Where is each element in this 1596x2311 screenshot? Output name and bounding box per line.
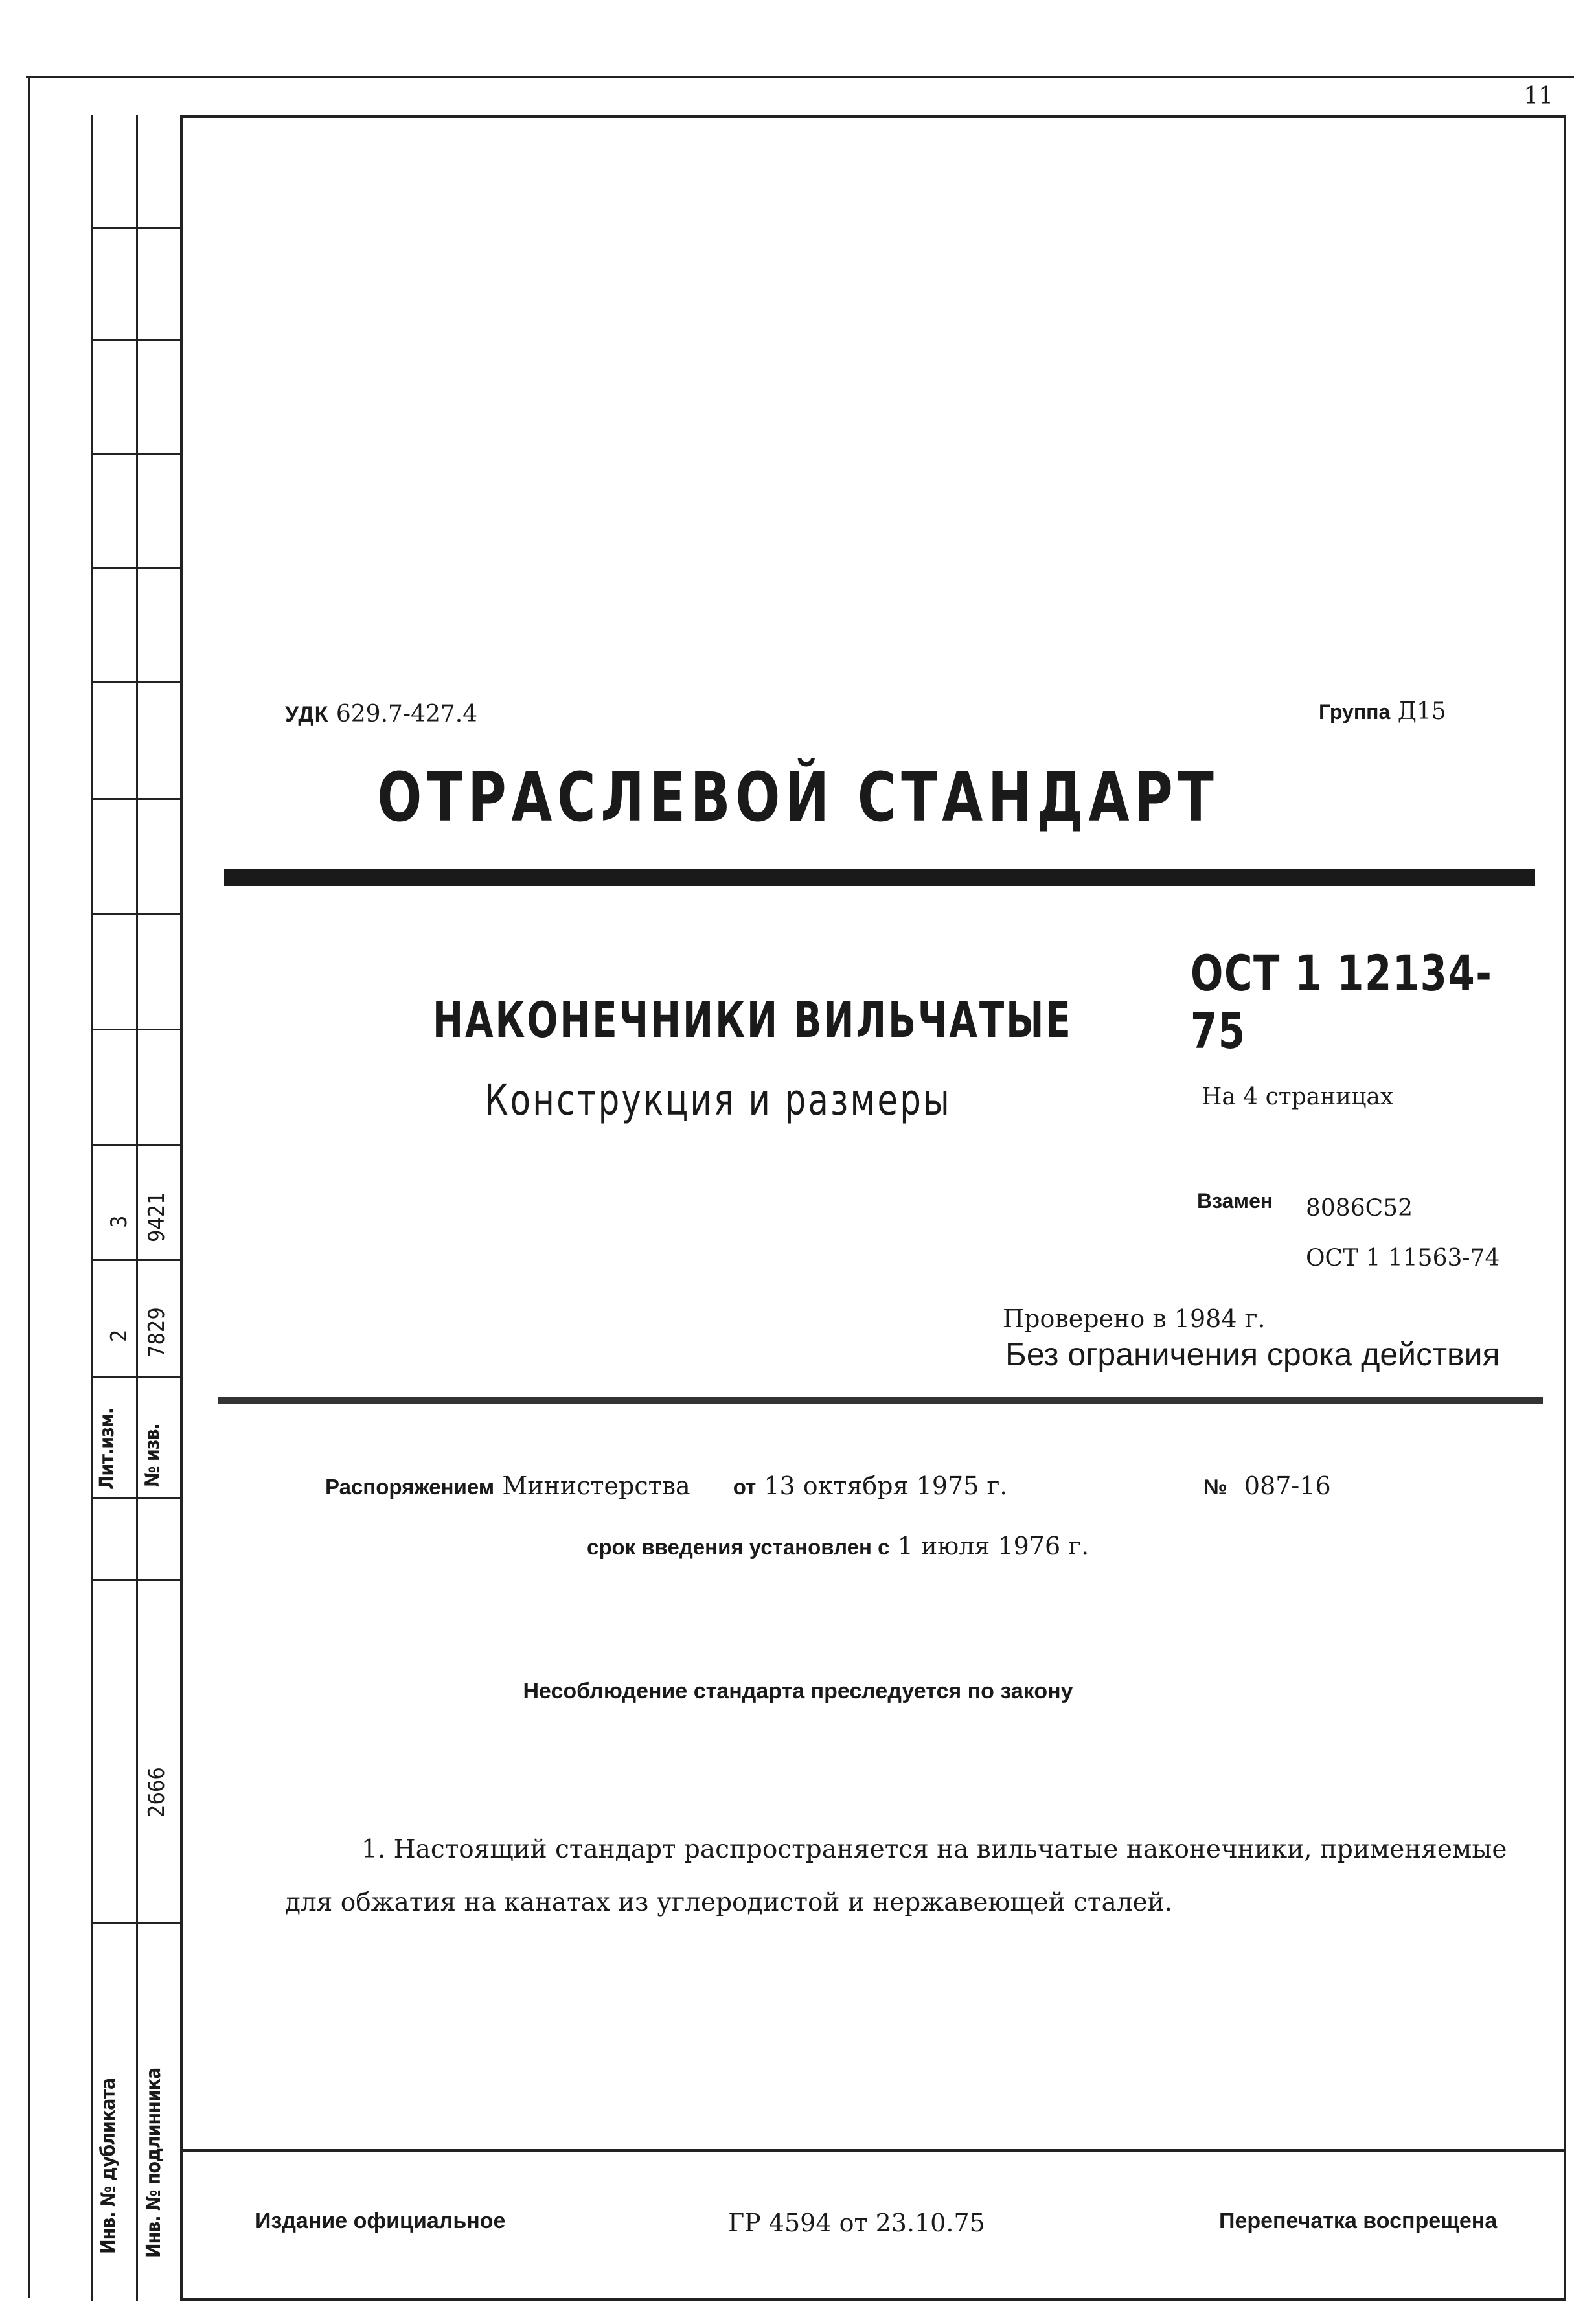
revision-number: 2 <box>106 1329 132 1342</box>
replaced-document: 8086С52 <box>1306 1195 1413 1222</box>
duplicate-inventory-label: Инв. № дубликата <box>97 2078 120 2254</box>
introduction-date: 1 июля 1976 г. <box>897 1532 1089 1560</box>
outer-frame-top <box>26 76 1574 78</box>
side-strip-line <box>91 1497 180 1499</box>
introduction-line <box>587 1532 1089 1560</box>
group-code <box>1319 698 1446 725</box>
group-value: Д15 <box>1397 698 1446 725</box>
side-strip-divider <box>136 115 138 2301</box>
side-strip-line <box>91 1259 180 1261</box>
document-heading: ОТРАСЛЕВОЙ СТАНДАРТ <box>377 758 1219 837</box>
heading-rule <box>224 869 1535 886</box>
validity-stamp: Без ограничения срока действия <box>1005 1336 1500 1372</box>
side-strip-line <box>91 1144 180 1146</box>
side-strip-line <box>91 453 180 455</box>
standard-number: ОСТ 1 12134-75 <box>1191 944 1493 1060</box>
section-rule <box>218 1397 1543 1404</box>
udk-label: УДК <box>285 702 329 727</box>
notice-number-label: № изв. <box>141 1424 164 1487</box>
order-number <box>1203 1472 1331 1500</box>
side-strip-line <box>91 1579 180 1581</box>
udk-code <box>285 701 477 727</box>
group-label: Группа <box>1319 700 1391 723</box>
notice-number: 7829 <box>144 1307 170 1358</box>
side-strip-line <box>91 567 180 569</box>
page-count: На 4 страницах <box>1202 1084 1394 1110</box>
footer-reprint-notice: Перепечатка воспрещена <box>1219 2209 1498 2233</box>
side-strip-line <box>91 339 180 341</box>
original-inventory-label: Инв. № подлинника <box>142 2067 165 2258</box>
number-value: 087-16 <box>1244 1472 1331 1500</box>
outer-frame-left <box>28 76 30 2298</box>
footer-rule <box>180 2149 1566 2152</box>
paragraph-1: 1. Настоящий стандарт распространяется на вильчатые наконечники, применяемые для обжатия на канатах из углеродистой и нержавеющей сталей. <box>285 1835 1507 1917</box>
order-label: Распоряжением <box>325 1475 495 1499</box>
order-date: 13 октября 1975 г. <box>764 1472 1008 1500</box>
ministry-text: Министерства <box>502 1472 690 1500</box>
revision-sheet-label: Лит.изм. <box>96 1407 119 1490</box>
from-label: от <box>733 1475 757 1499</box>
page-number: 11 <box>1523 83 1553 109</box>
original-inventory-number: 2666 <box>144 1767 170 1817</box>
replaces-label: Взамен <box>1197 1189 1273 1212</box>
notice-number: 9421 <box>144 1192 170 1242</box>
number-label: № <box>1203 1475 1227 1499</box>
side-strip-line <box>91 798 180 800</box>
udk-value: 629.7-427.4 <box>336 701 478 727</box>
introduction-label: срок введения установлен с <box>587 1535 890 1559</box>
footer-registration: ГР 4594 от 23.10.75 <box>728 2209 985 2237</box>
standard-subtitle: Конструкция и размеры <box>484 1075 952 1125</box>
side-strip-line <box>91 227 180 229</box>
legal-warning: Несоблюдение стандарта преследуется по закону <box>523 1679 1073 1703</box>
order-line <box>325 1472 1007 1500</box>
footer-official-edition: Издание официальное <box>255 2209 506 2233</box>
revision-number: 3 <box>106 1215 132 1228</box>
side-strip-line <box>91 681 180 683</box>
side-strip-line <box>91 1029 180 1030</box>
checked-stamp: Проверено в 1984 г. <box>1003 1304 1266 1333</box>
replaced-document: ОСТ 1 11563-74 <box>1306 1245 1500 1271</box>
side-strip-line <box>91 913 180 915</box>
standard-title: НАКОНЕЧНИКИ ВИЛЬЧАТЫЕ <box>433 991 1073 1049</box>
side-strip-line <box>91 1922 180 1924</box>
side-strip-line <box>91 1376 180 1378</box>
